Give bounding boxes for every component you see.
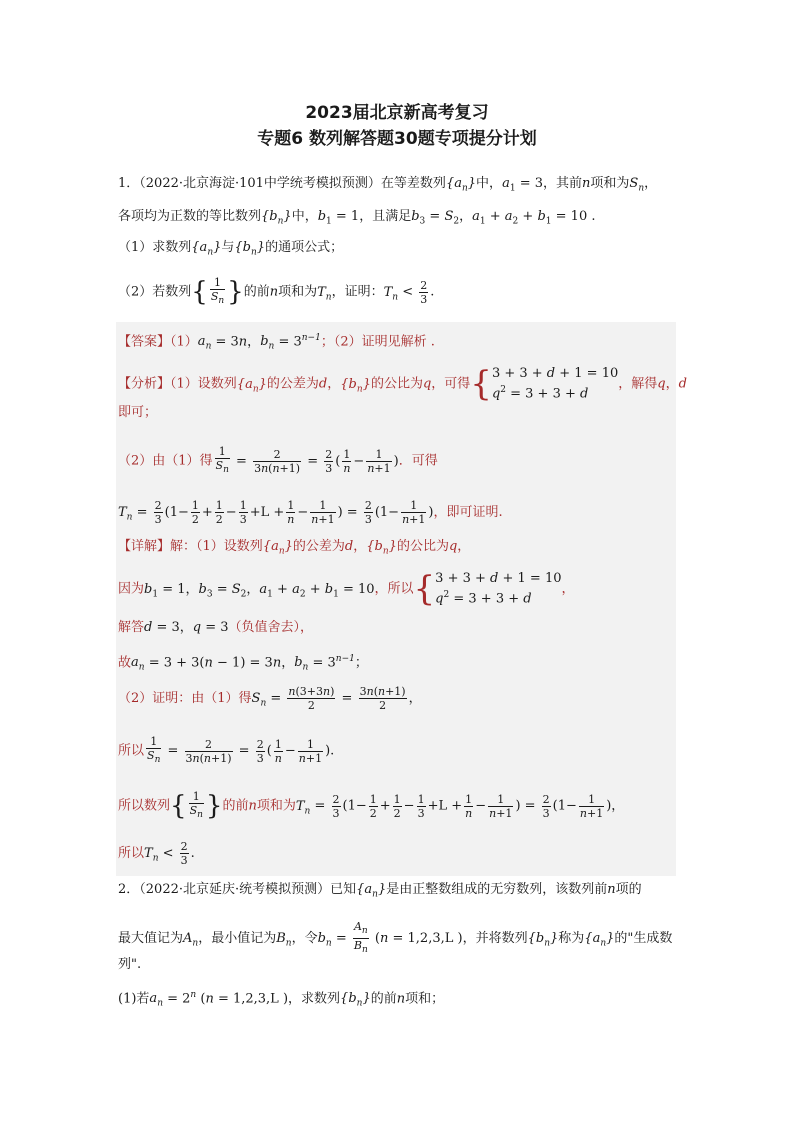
q1-proof-conclusion: 所以$T_n$ < $\frac{2}{3}$ . [118,840,195,867]
q1-line2: 各项均为正数的等比数列$\{b_n\}$中，$b_1 = 1$，且满足$b_3 = S_2$，$a_1 + a_2 + b_1 = 10$ . [118,209,596,227]
q1-detail: 【详解】解：（1）设数列$\{a_n\}$的公差为d，$\{b_n\}$的公比为q， [118,539,471,557]
document-title: 2023届北京新高考复习 [305,103,489,123]
q1-analysis: 【分析】（1）设数列$\{a_n\}$的公差为d，$\{b_n\}$的公比为q，可得{ 3 + 3 + d + 1 = 10 $q^2 = 3 + 3 + d$ ，解得q，d [118,364,687,405]
q1-proof: （2）证明：由（1）得$S_n$ = $\frac{n(3+3n)}{2}$ = $\frac{3n(n+1)}{2}$ ， [118,685,422,712]
q1-detail-because: 因为$b_1 = 1$，$b_3 = S_2$，$a_1 + a_2 + b_1 = 10$，所以{ 3 + 3 + d + 1 = 10 $q^2 = 3 + 3 + d$ ， [118,569,575,610]
q1-part2: （2）若数列{ $\frac{1}{S_n}$ }的前n项和为$T_n$，证明：$T_n$ < $\frac{2}{3}$ . [118,276,435,308]
q1-intro: 1．（2022·北京海淀·101中学统考模拟预测）在等差数列$\{a_n\}$中，$a_1 = 3$，其前n项和为$S_n$， [118,176,658,194]
q1-proof-sum: 所以数列{ $\frac{1}{S_n}$ }的前n项和为$T_n$ = $\frac{2}{3}$ (1− $\frac{1}{2}$ + $\frac{1}{2}$ − $\frac{1}{3}$ +L + $\frac{1}{n}$ − $\frac{1}{n+1}$ ) = $\frac{2}{3}$ (1− $\frac{1}{n+1}$ )， [118,790,625,822]
q2-line3: 列". [118,957,142,972]
q1-analysis2: （2）由（1）得 $\frac{1}{S_n}$ = $\frac{2}{3n(n+1)}$ = $\frac{2}{3}$ ( $\frac{1}{n}$ − $\frac{1}{n+1}$ )．可得 [118,445,438,476]
q1-part1: （1）求数列$\{a_n\}$与$\{b_n\}$的通项公式； [118,240,344,258]
document-subtitle: 专题6 数列解答题30题专项提分计划 [257,129,537,149]
q1-detail-hence: 故$a_n = 3 + 3(n - 1) = 3n$，$b_n = 3^{n-1}$； [118,654,368,673]
q1-proof-so: 所以 $\frac{1}{S_n}$ = $\frac{2}{3n(n+1)}$ = $\frac{2}{3}$ ( $\frac{1}{n}$ − $\frac{1}{n+1}$ ). [118,735,335,766]
q2-line2: 最大值记为$A_n$，最小值记为$B_n$，令$b_n$ = $\frac{A_n}{B_n}$ (n = 1,2,3,L )，并将数列$\{b_n\}$称为$\{a_n\}$的"生成数 [118,920,673,956]
q1-analysis-end: 即可； [118,405,158,420]
q2-part1: (1)若$a_n = 2^n$ (n = 1,2,3,L )，求数列$\{b_n\}$的前n项和； [118,990,445,1009]
q1-answer: 【答案】$(1)a_n = 3n$，$b_n = 3^{n-1}$；（2）证明见解析 . [118,333,435,352]
q1-detail-solve: 解答d = 3，q = 3（负值舍去）， [118,620,314,635]
q1-analysis3: $T_n$ = $\frac{2}{3}$ (1− $\frac{1}{2}$ + $\frac{1}{2}$ − $\frac{1}{3}$ +L + $\frac{1}{n}$ − $\frac{1}{n+1}$ ) = $\frac{2}{3}$ (1− $\frac{1}{n+1}$ )，即可证明. [118,499,503,526]
q2-intro: 2．（2022·北京延庆·统考模拟预测）已知$\{a_n\}$是由正整数组成的无穷数列，该数列前n项的 [118,882,642,900]
